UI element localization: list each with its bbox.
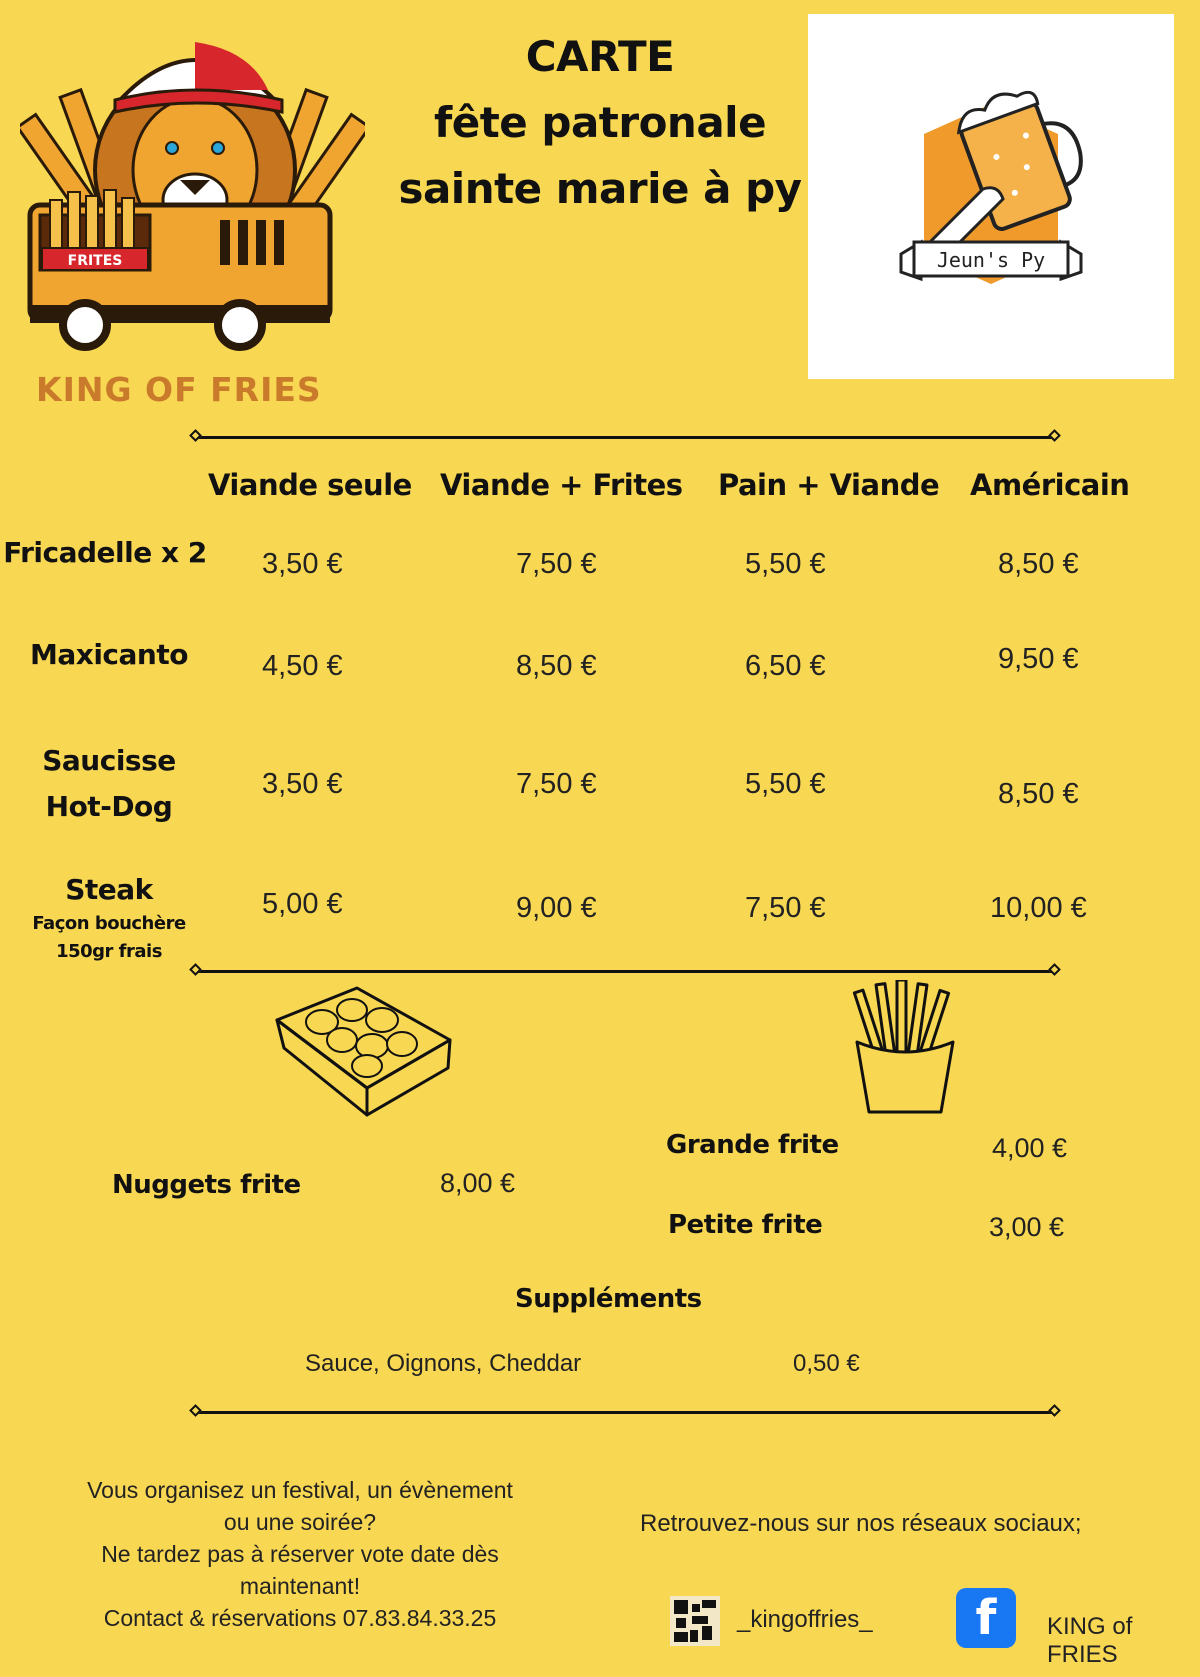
price-maxicanto-pain: 6,50 €: [745, 650, 826, 682]
grande-frite-price: 4,00 €: [992, 1133, 1068, 1163]
footer-promo: [60, 1474, 540, 1634]
price-saucisse-pain: 5,50 €: [745, 768, 826, 800]
beer-mug-icon: [808, 14, 1174, 379]
row-label-saucisse: [0, 738, 218, 830]
price-steak-americain: 10,00 €: [990, 892, 1087, 924]
price-steak-seule: 5,00 €: [262, 888, 343, 920]
price-saucisse-seule: 3,50 €: [262, 768, 343, 800]
row-label-steak-main: Steak: [65, 873, 153, 906]
supplements-title: Suppléments: [515, 1284, 702, 1314]
instagram-handle[interactable]: _kingoffries_: [737, 1606, 873, 1633]
title-line-3: sainte marie à py: [398, 164, 802, 213]
price-steak-frites: 9,00 €: [516, 892, 597, 924]
price-saucisse-americain: 8,50 €: [998, 778, 1079, 810]
column-header-pain-viande: Pain + Viande: [718, 468, 940, 502]
price-fricadelle-seule: 3,50 €: [262, 548, 343, 580]
footer-contact: Contact & réservations 07.83.84.33.25: [103, 1605, 497, 1631]
row-label-maxicanto: Maxicanto: [30, 638, 188, 671]
footer-promo-line-2: ou une soirée?: [223, 1509, 377, 1535]
footer-promo-line-4: maintenant!: [239, 1573, 361, 1599]
price-fricadelle-frites: 7,50 €: [516, 548, 597, 580]
row-label-saucisse-line-2: Hot-Dog: [45, 790, 173, 823]
column-header-viande-frites: Viande + Frites: [440, 468, 683, 502]
price-maxicanto-frites: 8,50 €: [516, 650, 597, 682]
truck-sign: FRITES: [67, 253, 123, 269]
row-label-steak: [0, 870, 218, 966]
price-saucisse-frites: 7,50 €: [516, 768, 597, 800]
row-label-saucisse-line-1: Saucisse: [42, 744, 176, 777]
price-steak-pain: 7,50 €: [745, 892, 826, 924]
price-maxicanto-seule: 4,50 €: [262, 650, 343, 682]
king-of-fries-logo: [20, 20, 365, 415]
page-title: [390, 24, 810, 222]
divider-bottom: [195, 1411, 1055, 1414]
column-header-viande-seule: Viande seule: [208, 468, 412, 502]
grande-frite-label: Grande frite: [666, 1130, 839, 1160]
footer-promo-line-1: Vous organisez un festival, un évènement: [87, 1477, 513, 1503]
petite-frite-label: Petite frite: [668, 1210, 823, 1240]
supplements-price: 0,50 €: [793, 1350, 860, 1377]
nuggets-box-icon: [272, 980, 462, 1120]
row-label-steak-sub-1: Façon bouchère: [32, 913, 186, 934]
title-line-2: fête patronale: [433, 98, 767, 147]
social-title: Retrouvez-nous sur nos réseaux sociaux;: [640, 1510, 1082, 1537]
facebook-page-name[interactable]: KING of FRIES: [1047, 1613, 1133, 1668]
lion-truck-logo: [20, 20, 365, 370]
nuggets-price: 8,00 €: [440, 1168, 516, 1198]
divider-top: [195, 436, 1055, 439]
supplements-items: Sauce, Oignons, Cheddar: [305, 1350, 582, 1377]
column-header-americain: Américain: [970, 468, 1130, 502]
row-label-fricadelle: Fricadelle x 2: [3, 536, 207, 569]
nuggets-label: Nuggets frite: [112, 1170, 301, 1200]
footer-promo-line-3: Ne tardez pas à réserver vote date dès: [101, 1541, 499, 1567]
price-fricadelle-pain: 5,50 €: [745, 548, 826, 580]
divider-middle: [195, 970, 1055, 973]
fries-cone-icon: [845, 980, 965, 1120]
partner-logo-label: Jeun's Py: [936, 248, 1046, 272]
partner-logo: [808, 14, 1174, 379]
petite-frite-price: 3,00 €: [989, 1212, 1065, 1242]
title-line-1: CARTE: [525, 32, 675, 81]
price-maxicanto-americain: 9,50 €: [998, 643, 1079, 675]
qr-code-icon[interactable]: [670, 1596, 720, 1646]
logo-name: KING OF FRIES: [36, 370, 322, 409]
row-label-steak-sub-2: 150gr frais: [56, 941, 162, 962]
facebook-icon[interactable]: f: [956, 1588, 1016, 1648]
price-fricadelle-americain: 8,50 €: [998, 548, 1079, 580]
